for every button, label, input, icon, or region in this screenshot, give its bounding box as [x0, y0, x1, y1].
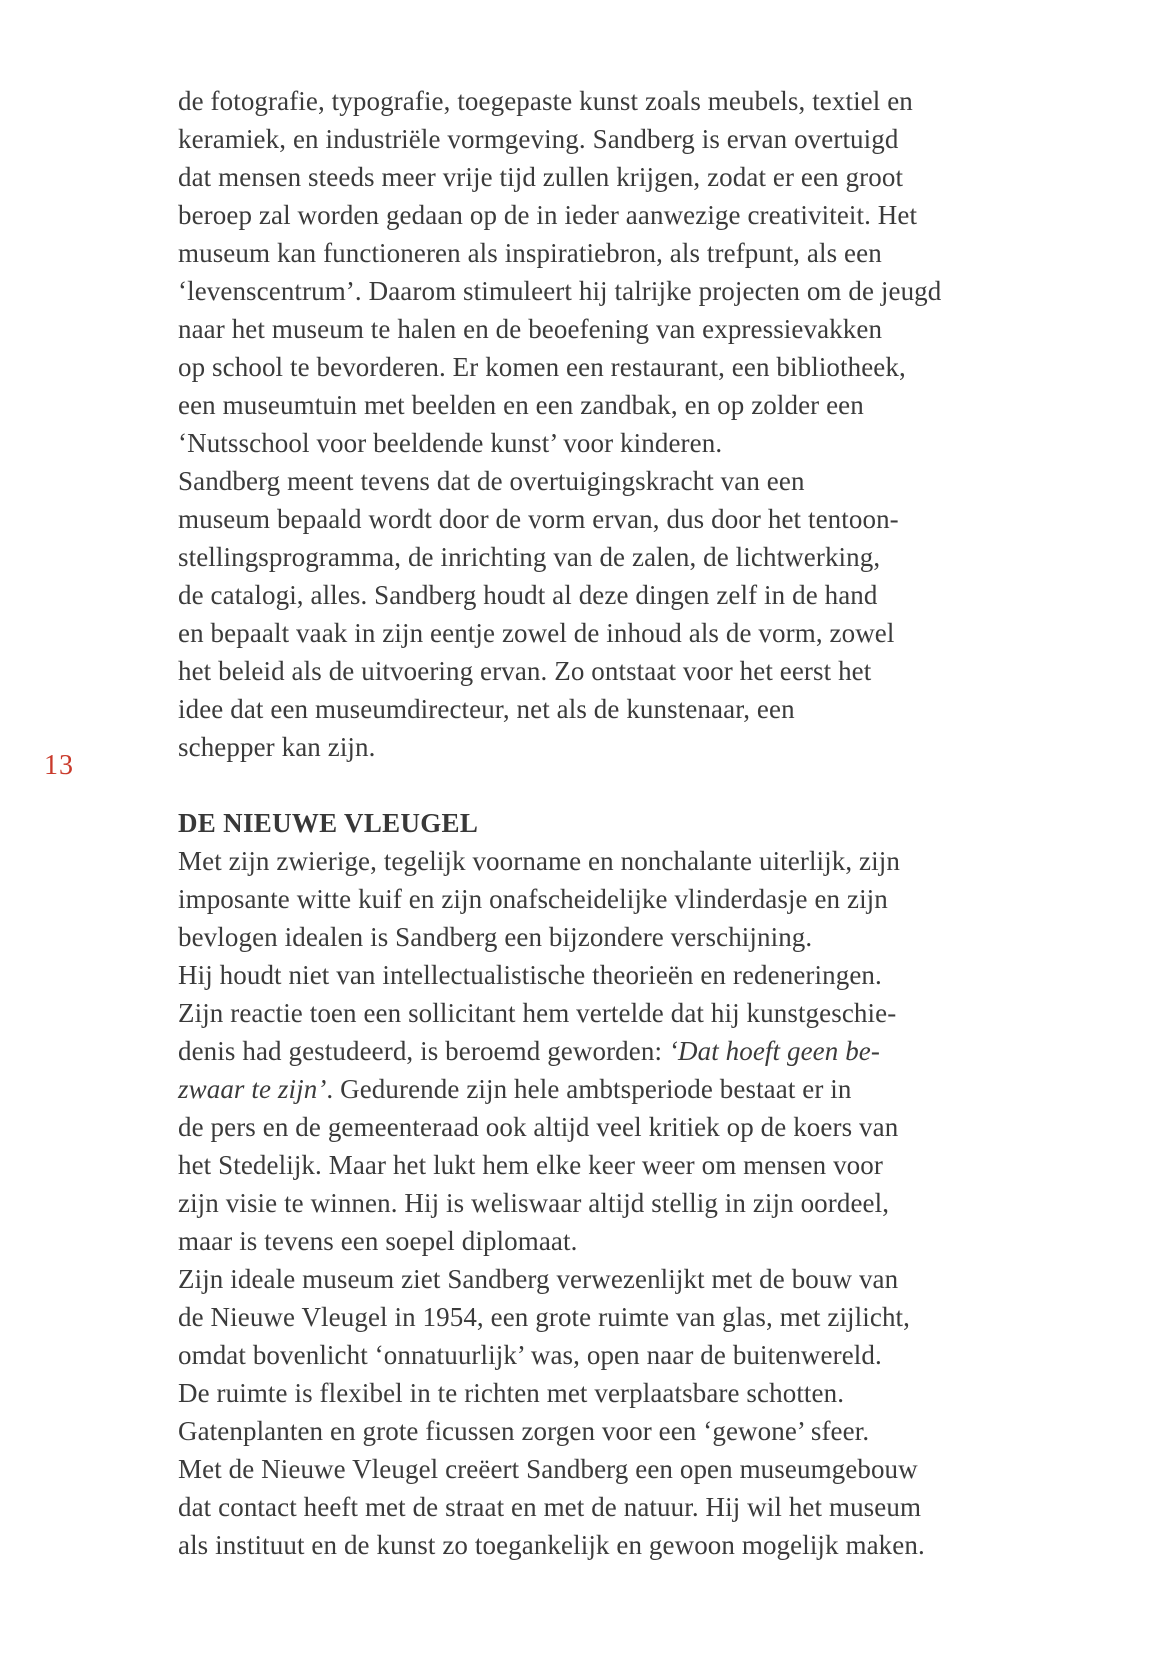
text-line: Zijn ideale museum ziet Sandberg verwezenlijkt met de bouw van	[178, 1264, 899, 1294]
text-line: en bepaalt vaak in zijn eentje zowel de inhoud als de vorm, zowel	[178, 618, 895, 648]
text-line: Hij houdt niet van intellectualistische theorieën en redeneringen.	[178, 960, 882, 990]
text-line	[178, 1032, 1058, 1070]
text-line: het Stedelijk. Maar het lukt hem elke keer weer om mensen voor	[178, 1150, 883, 1180]
page-number: 13	[44, 750, 74, 781]
text-line: een museumtuin met beelden en een zandbak, en op zolder een	[178, 390, 864, 420]
text-line	[178, 1070, 1058, 1108]
text-line: naar het museum te halen en de beoefening van expressievakken	[178, 314, 883, 344]
text-line: Gatenplanten en grote ficussen zorgen voor een ‘gewone’ sfeer.	[178, 1416, 870, 1446]
text-line: dat mensen steeds meer vrije tijd zullen krijgen, zodat er een groot	[178, 162, 904, 192]
text-line: omdat bovenlicht ‘onnatuurlijk’ was, open naar de buitenwereld.	[178, 1340, 882, 1370]
text-line: op school te bevorderen. Er komen een restaurant, een bibliotheek,	[178, 352, 906, 382]
text-line: de pers en de gemeenteraad ook altijd veel kritiek op de koers van	[178, 1112, 899, 1142]
text-line: dat contact heeft met de straat en met de natuur. Hij wil het museum	[178, 1492, 922, 1522]
text-line: de Nieuwe Vleugel in 1954, een grote ruimte van glas, met zijlicht,	[178, 1302, 910, 1332]
text-line: maar is tevens een soepel diplomaat.	[178, 1226, 578, 1256]
text-line: bevlogen idealen is Sandberg een bijzondere verschijning.	[178, 922, 813, 952]
quoted-italic-text: ‘Dat hoeft geen be-	[668, 1036, 880, 1066]
text-segment: denis had gestudeerd, is beroemd geworden:	[178, 1036, 669, 1066]
text-line: als instituut en de kunst zo toegankelijk en gewoon mogelijk maken.	[178, 1530, 925, 1560]
paragraph	[178, 842, 1058, 1564]
text-line: ‘levenscentrum’. Daarom stimuleert hij talrijke projecten om de jeugd	[178, 276, 942, 306]
text-line: De ruimte is flexibel in te richten met verplaatsbare schotten.	[178, 1378, 845, 1408]
text-line: keramiek, en industriële vormgeving. Sandberg is ervan overtuigd	[178, 124, 899, 154]
text-line: Met zijn zwierige, tegelijk voorname en nonchalante uiterlijk, zijn	[178, 846, 900, 876]
text-line: schepper kan zijn.	[178, 732, 376, 762]
text-line: het beleid als de uitvoering ervan. Zo ontstaat voor het eerst het	[178, 656, 872, 686]
text-line: idee dat een museumdirecteur, net als de kunstenaar, een	[178, 694, 795, 724]
text-line: Sandberg meent tevens dat de overtuigingskracht van een	[178, 466, 805, 496]
text-line: stellingsprogramma, de inrichting van de zalen, de lichtwerking,	[178, 542, 881, 572]
text-line: de catalogi, alles. Sandberg houdt al deze dingen zelf in de hand	[178, 580, 878, 610]
text-line: beroep zal worden gedaan op de in ieder aanwezige creativiteit. Het	[178, 200, 918, 230]
text-line: Met de Nieuwe Vleugel creëert Sandberg een open museumgebouw	[178, 1454, 918, 1484]
section-heading: DE NIEUWE VLEUGEL	[178, 808, 479, 838]
text-line: ‘Nutsschool voor beeldende kunst’ voor kinderen.	[178, 428, 723, 458]
text-segment: . Gedurende zijn hele ambtsperiode bestaat er in	[326, 1074, 852, 1104]
text-line: zijn visie te winnen. Hij is weliswaar altijd stellig in zijn oordeel,	[178, 1188, 890, 1218]
quoted-italic-text: zwaar te zijn’	[178, 1074, 327, 1104]
paragraph	[178, 82, 1058, 766]
text-line: museum bepaald wordt door de vorm ervan, dus door het tentoon-	[178, 504, 899, 534]
text-line: Zijn reactie toen een sollicitant hem vertelde dat hij kunstgeschie-	[178, 998, 897, 1028]
text-line: de fotografie, typografie, toegepaste kunst zoals meubels, textiel en	[178, 86, 913, 116]
text-line: imposante witte kuif en zijn onafscheidelijke vlinderdasje en zijn	[178, 884, 888, 914]
text-line: museum kan functioneren als inspiratiebron, als trefpunt, als een	[178, 238, 882, 268]
text-column	[178, 82, 1058, 1564]
